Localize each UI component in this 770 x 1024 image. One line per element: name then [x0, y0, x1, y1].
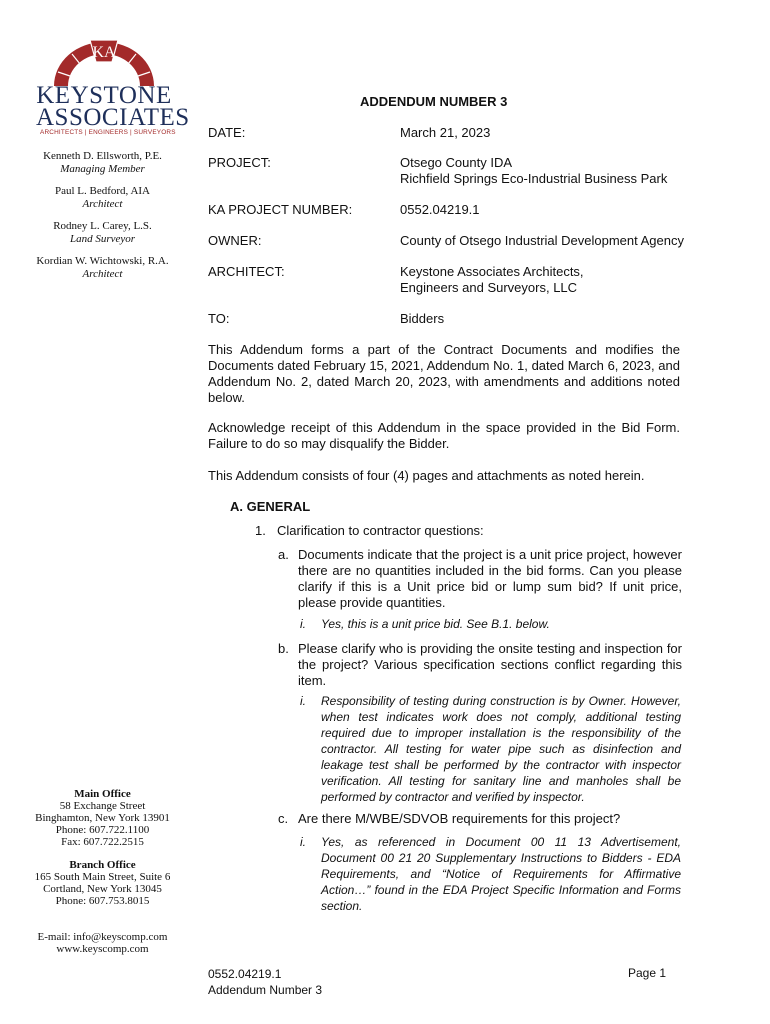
staff-member [0, 255, 205, 281]
contact-info [0, 931, 205, 955]
staff-role: Architect [82, 198, 123, 210]
project-value-line2: Richfield Springs Eco-Industrial Business Park [400, 171, 668, 186]
office-phone: Phone: 607.753.8015 [55, 895, 150, 907]
answer-text: Yes, this is a unit price bid. See B.1. below. [321, 617, 550, 631]
staff-member [0, 150, 205, 176]
project-label: PROJECT: [208, 155, 271, 170]
staff-member [0, 220, 205, 246]
logo-tagline: ARCHITECTS | ENGINEERS | SURVEYORS [40, 129, 176, 136]
item-text: Clarification to contractor questions: [277, 523, 484, 538]
question-letter: a. [278, 547, 289, 562]
letterhead-sidebar [0, 0, 205, 1024]
architect-label: ARCHITECT: [208, 264, 285, 279]
owner-label: OWNER: [208, 233, 262, 248]
staff-name: Kordian W. Wichtowski, R.A. [36, 255, 169, 267]
question-text: Are there M/WBE/SDVOB requirements for this project? [298, 811, 621, 826]
office-street: 58 Exchange Street [59, 800, 146, 812]
architect-value-line1: Keystone Associates Architects, [400, 264, 584, 279]
main-office-address [0, 788, 205, 848]
architect-value-line2: Engineers and Surveyors, LLC [400, 280, 578, 295]
office-city: Binghamton, New York 13901 [35, 812, 170, 824]
to-label: TO: [208, 311, 230, 326]
project-value-line1: Otsego County IDA [400, 155, 512, 170]
acknowledge-paragraph: Acknowledge receipt of this Addendum in the space provided in the Bid Form. Failure to do so may disqualify the Bidder. [208, 420, 680, 451]
office-heading: Branch Office [69, 859, 136, 871]
branch-office-address [0, 859, 205, 907]
question-letter: b. [278, 641, 289, 656]
staff-name: Rodney L. Carey, L.S. [53, 220, 152, 232]
page-count-paragraph: This Addendum consists of four (4) pages and attachments as noted herein. [208, 468, 645, 483]
date-value: March 21, 2023 [400, 125, 491, 140]
staff-member [0, 185, 205, 211]
logo-initials: KA [92, 44, 116, 61]
intro-paragraph: This Addendum forms a part of the Contract Documents and modifies the Documents dated February 15, 2021, Addendum No. 1, dated March 6, 2023, and Addendum No. 2, dated March 20, 2023, with amendments and additions noted below. [208, 342, 680, 405]
question-letter: c. [278, 811, 289, 826]
to-value: Bidders [400, 311, 445, 326]
question-text: Documents indicate that the project is a unit price project, however there are no quantities included in the bid forms. Can you please clarify if this is a Unit price bid or lump sum bid? If unit price, please provide quantities. [298, 547, 682, 610]
answer-text: Responsibility of testing during construction is by Owner. However, when test indicates work does not comply, additional testing required due to improper installation is the responsibility of the contractor. All testing for water pipe such as disinfection and leakage test shall be performed by the contractor with inspector verification. All testing for sanitary line and manholes shall be performed by contractor and verified by inspector. [321, 694, 681, 804]
footer-project-number: 0552.04219.1 [208, 967, 282, 981]
keystone-arch-icon [52, 40, 156, 86]
ka-number-value: 0552.04219.1 [400, 202, 480, 217]
staff-role: Architect [82, 268, 123, 280]
email-address: E-mail: info@keyscomp.com [37, 931, 168, 943]
answer-number: i. [300, 617, 306, 631]
office-fax: Fax: 607.722.2515 [61, 836, 144, 848]
logo-name-line1: KEYSTONE [36, 82, 172, 109]
staff-role: Land Surveyor [69, 233, 136, 245]
item-number: 1. [255, 523, 266, 538]
answer-number: i. [300, 835, 306, 849]
office-street: 165 South Main Street, Suite 6 [34, 871, 171, 883]
owner-value: County of Otsego Industrial Development Agency [400, 233, 684, 248]
question-text: Please clarify who is providing the onsite testing and inspection for the project? Various specification sections conflict regarding this item. [298, 641, 682, 688]
logo-name-line2: ASSOCIATES [36, 104, 190, 131]
office-phone: Phone: 607.722.1100 [55, 824, 150, 836]
staff-name: Paul L. Bedford, AIA [54, 185, 150, 197]
footer-addendum-label: Addendum Number 3 [208, 983, 323, 997]
website-address: www.keyscomp.com [56, 943, 149, 955]
document-title: ADDENDUM NUMBER 3 [360, 94, 508, 109]
answer-number: i. [300, 694, 306, 708]
ka-number-label: KA PROJECT NUMBER: [208, 202, 353, 217]
company-logo [34, 40, 190, 138]
date-label: DATE: [208, 125, 246, 140]
staff-name: Kenneth D. Ellsworth, P.E. [43, 150, 162, 162]
page-footer-left [208, 966, 322, 998]
answer-text: Yes, as referenced in Document 00 11 13 Advertisement, Document 00 21 20 Supplementary Instructions to Bidders - EDA Requirements, and “Notice of Requirements for Affirmative Action…” found in the EDA Project Specific Information and Forms section. [321, 835, 681, 913]
office-heading: Main Office [74, 788, 131, 800]
section-a-heading: A. GENERAL [230, 499, 311, 514]
page-number: Page 1 [628, 966, 667, 980]
office-city: Cortland, New York 13045 [43, 883, 162, 895]
staff-role: Managing Member [60, 163, 145, 175]
